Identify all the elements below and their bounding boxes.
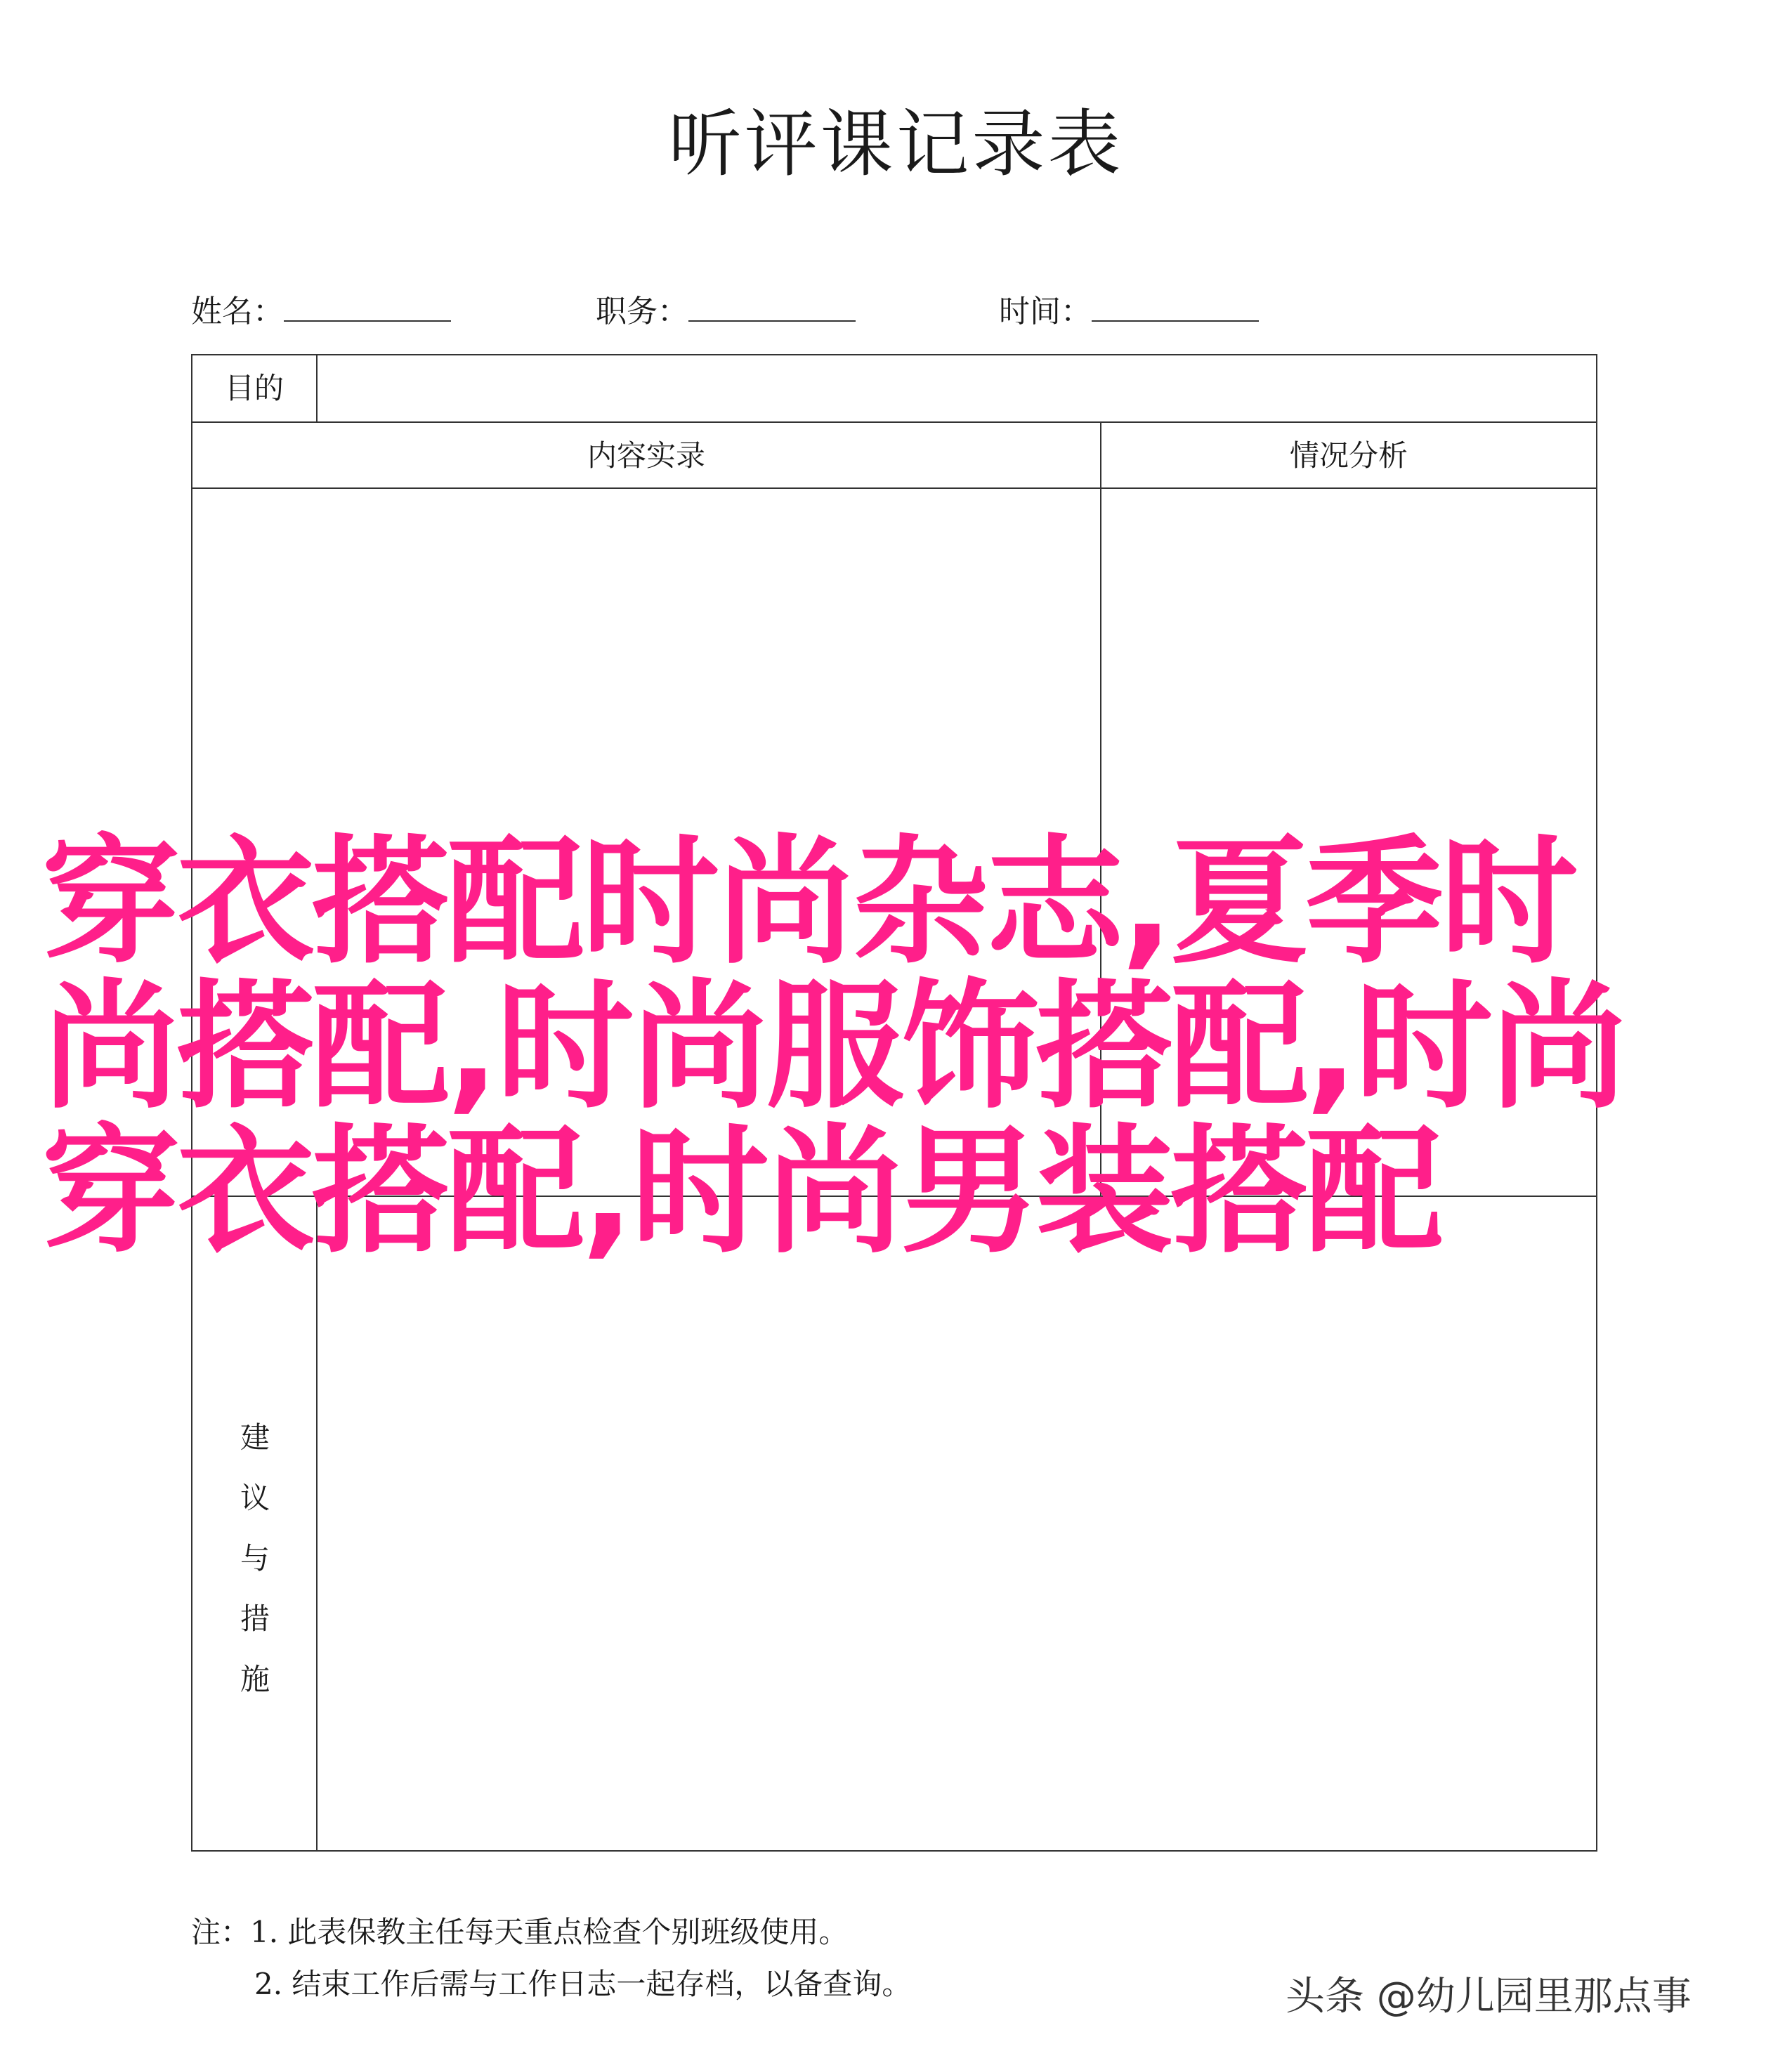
time-field: [999, 289, 1259, 333]
form-title: 听评课记录表: [668, 101, 1124, 187]
time-label: 时间：: [999, 294, 1092, 329]
position-label: 职务：: [596, 294, 688, 329]
name-field: [191, 289, 451, 333]
suggestion-char: 建: [240, 1420, 270, 1455]
note-1: 注：1. 此表保教主任每天重点检查个别班级使用。: [191, 1915, 849, 1949]
suggestion-char: 措: [240, 1602, 270, 1636]
watermark: 头条 @幼儿园里那点事: [1286, 1974, 1692, 2019]
overlay-banner-text: 穿衣搭配时尚杂志,夏季时尚搭配,时尚服饰搭配,时尚穿衣搭配,时尚男装搭配: [42, 823, 1625, 1272]
notes: [191, 1906, 911, 2010]
note-2: 2. 结束工作后需与工作日志一起存档，以备查询。: [254, 1967, 912, 2001]
position-field: [596, 289, 856, 333]
suggestion-char: 施: [240, 1662, 270, 1696]
name-blank[interactable]: [284, 289, 451, 322]
purpose-cell[interactable]: [318, 355, 1596, 421]
purpose-label: 目的: [224, 371, 284, 405]
name-label: 姓名：: [191, 294, 284, 329]
row-divider: [192, 421, 1596, 423]
analysis-header: 情况分析: [1289, 438, 1408, 473]
suggestion-cell[interactable]: [318, 1197, 1596, 1850]
suggestion-label: [192, 1408, 318, 1710]
suggestion-char: 议: [240, 1481, 270, 1515]
time-blank[interactable]: [1092, 289, 1259, 322]
suggestion-char: 与: [240, 1541, 270, 1576]
position-blank[interactable]: [688, 289, 856, 322]
content-header: 内容实录: [587, 438, 705, 473]
